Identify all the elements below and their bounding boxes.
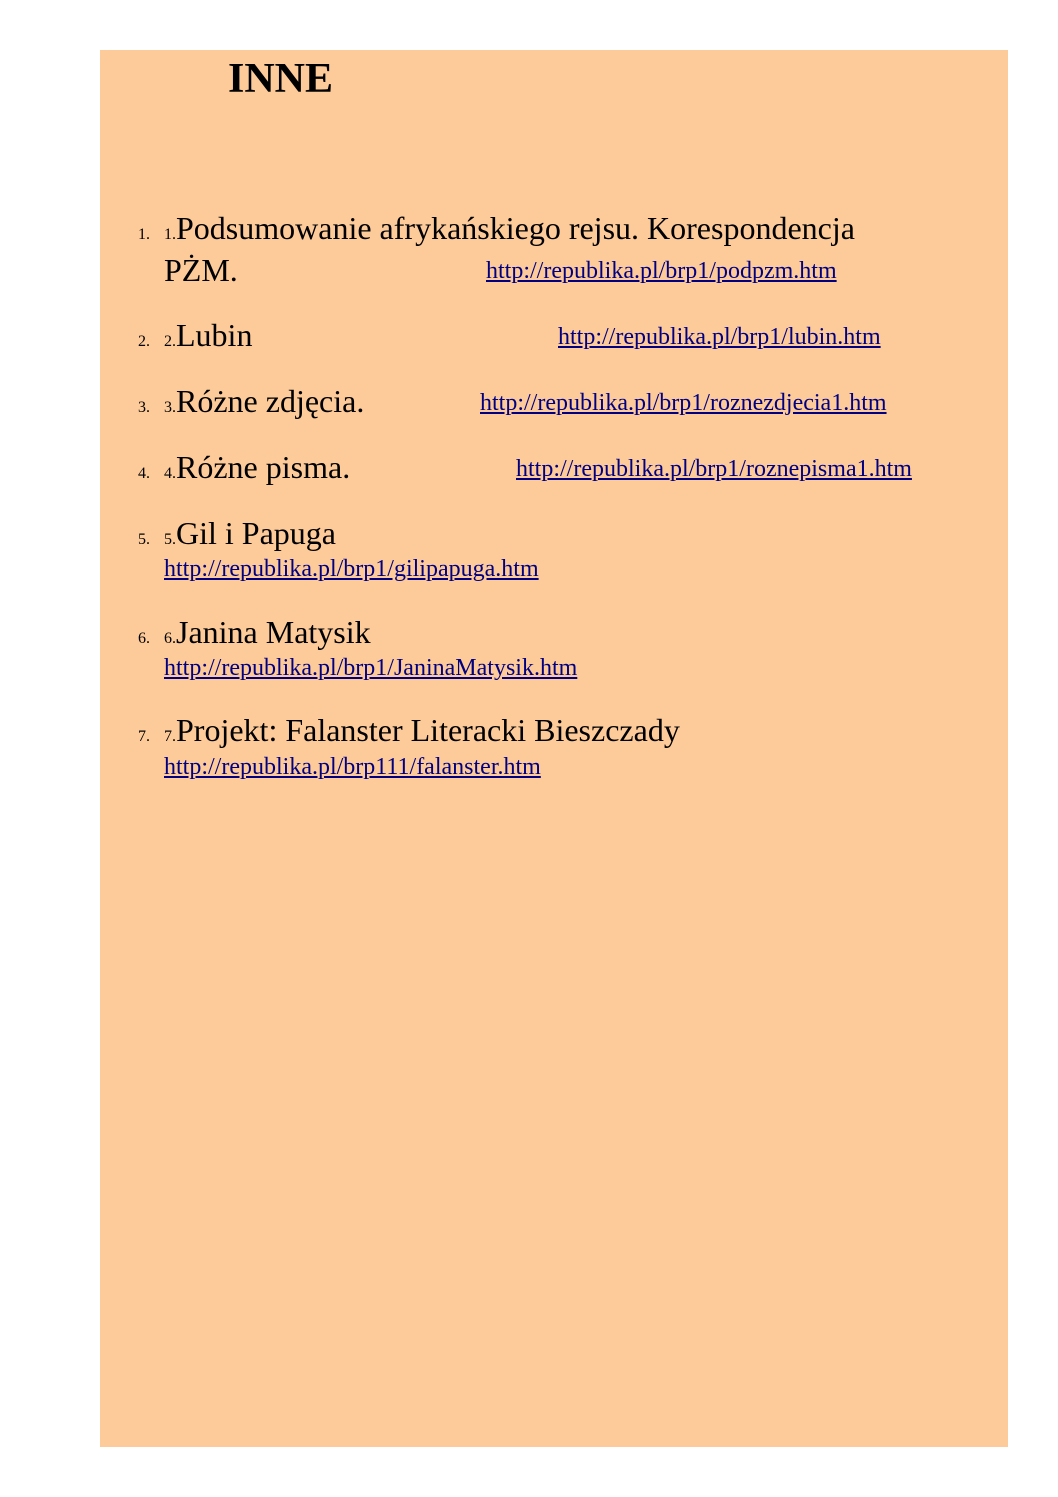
- list-marker: 3.: [138, 399, 150, 416]
- page-title: INNE: [228, 56, 334, 102]
- list-marker: 2.: [138, 333, 150, 350]
- list-marker: 1.: [138, 226, 150, 243]
- item-number: 4.: [164, 465, 176, 482]
- list-marker: 6.: [138, 630, 150, 647]
- item-title: Różne zdjęcia.: [176, 383, 365, 419]
- item-title: Projekt: Falanster Literacki Bieszczady: [176, 712, 680, 748]
- item-title-line: [164, 383, 364, 420]
- item-title-line: [164, 210, 855, 247]
- item-title: Gil i Papuga: [176, 515, 336, 551]
- item-title: Lubin: [176, 317, 253, 353]
- item-link[interactable]: http://republika.pl/brp1/JaninaMatysik.htm: [164, 655, 578, 681]
- item-link[interactable]: http://republika.pl/brp1/lubin.htm: [558, 324, 881, 350]
- item-title-line: [164, 712, 680, 749]
- list-marker: 5.: [138, 531, 150, 548]
- item-number: 3.: [164, 399, 176, 416]
- item-title-line: [164, 449, 350, 486]
- item-link[interactable]: http://republika.pl/brp1/podpzm.htm: [486, 258, 837, 284]
- item-title: Podsumowanie afrykańskiego rejsu. Korespondencja: [176, 210, 855, 246]
- list-marker: 7.: [138, 728, 150, 745]
- list-marker: 4.: [138, 465, 150, 482]
- item-link[interactable]: http://republika.pl/brp1/roznezdjecia1.htm: [480, 390, 887, 416]
- item-title-line: [164, 515, 336, 552]
- item-title: Różne pisma.: [176, 449, 351, 485]
- item-number: 5.: [164, 531, 176, 548]
- item-number: 7.: [164, 728, 176, 745]
- item-number: 6.: [164, 630, 176, 647]
- item-title: Janina Matysik: [176, 614, 371, 650]
- item-link[interactable]: http://republika.pl/brp1/gilipapuga.htm: [164, 556, 539, 582]
- item-title-continued: PŻM.: [164, 252, 238, 288]
- item-title-line: [164, 614, 371, 651]
- item-title-continued-line: [164, 252, 238, 289]
- item-number: 2.: [164, 333, 176, 350]
- item-number: 1.: [164, 226, 176, 243]
- item-link[interactable]: http://republika.pl/brp111/falanster.htm: [164, 754, 541, 780]
- item-title-line: [164, 317, 252, 354]
- item-link[interactable]: http://republika.pl/brp1/roznepisma1.htm: [516, 456, 912, 482]
